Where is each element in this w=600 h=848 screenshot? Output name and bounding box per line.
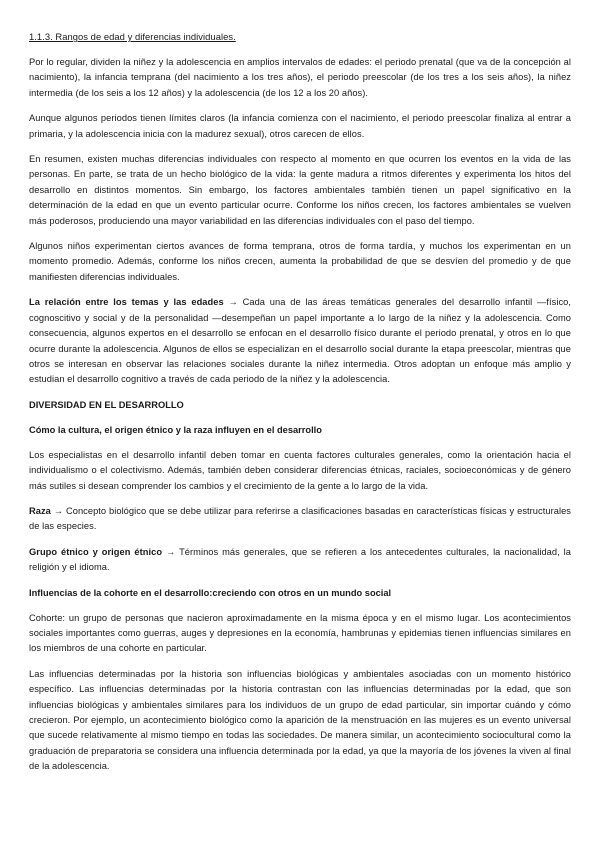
text-race: → Concepto biológico que se debe utilizar para referirse a clasificaciones basadas en características físicas y estructurales de las especies.	[29, 505, 571, 532]
paragraph-cohort: Cohorte: un grupo de personas que nacieron aproximadamente en la misma época y en el mismo lugar. Los acontecimientos sociales importantes como guerras, auges y depresiones en la economía, hambrunas y epidemias tienen influencias similares en los miembros de una cohorte en particular.	[29, 612, 571, 654]
heading-cohort: Influencias de la cohorte en el desarrollo:creciendo con otros en un mundo social	[29, 587, 392, 598]
paragraph-period-limits: Aunque algunos periodos tienen límites claros (la infancia comienza con el nacimiento, el periodo preescolar finaliza al entrar a primaria, y la adolescencia inicia con la madurez sexual), otros carecen de ellos.	[29, 113, 571, 139]
paragraph-ethnic-group	[29, 545, 571, 576]
heading-diversity: DIVERSIDAD EN EL DESARROLLO	[29, 399, 184, 410]
text-ethnic-group: → Términos más generales, que se refieren a los antecedentes culturales, la nacionalidad, la religión y el idioma.	[29, 546, 571, 573]
paragraph-age-ranges: Por lo regular, dividen la niñez y la adolescencia en amplios intervalos de edades: el periodo prenatal (que va de la concepción al nacimiento), la infancia temprana (del nacimiento a los tres años), el periodo preescolar (de los tres a los seis años), la niñez intermedia (de los seis a los 12 años) y la adolescencia (de los 12 a los 20 años).	[29, 57, 571, 98]
paragraph-race	[29, 504, 571, 535]
term-race: Raza	[29, 505, 51, 516]
paragraph-individual-differences: En resumen, existen muchas diferencias individuales con respecto al momento en que ocurren los eventos en la vida de las personas. En parte, se trata de un hecho biológico de la vida: la gente madura a ritmos diferentes y experimenta los hitos del desarrollo en distintos momentos. Sin embargo, los factores ambientales también tienen un papel significativo en la determinación de la edad en que un evento particular ocurre. Conforme los niños crecen, los factores ambientales se vuelven más poderosos, produciendo una mayor variabilidad en las diferencias individuales con el paso del tiempo.	[29, 154, 571, 226]
text-topics-ages: Cada una de las áreas temáticas generales del desarrollo infantil —físico, cognoscitivo y social y de la personalidad —desempeñan un papel importante a lo largo de la niñez y la adolescencia. Como consecuencia, algunos expertos en el desarrollo se enfocan en el desarrollo físico durante el periodo prenatal, y otros en lo que ocurre durante la adolescencia. Algunos de ellos se especializan en el desarrollo social durante la etapa preescolar, mientras que otros se interesan en observar las relaciones sociales durante la niñez intermedia. Otros adoptan un enfoque más amplio y estudian el desarrollo cognitivo a través de cada periodo de la niñez y la adolescencia.	[29, 297, 571, 385]
paragraph-topics-ages	[29, 295, 571, 387]
section-title: 1.1.3. Rangos de edad y diferencias individuales.	[29, 31, 236, 42]
term-topics-ages: La relación entre los temas y las edades →	[29, 297, 238, 308]
paragraph-timing-variation: Algunos niños experimentan ciertos avances de forma temprana, otros de forma tardía, y muchos los experimentan en un momento promedio. Además, conforme los niños crecen, aumenta la probabilidad de que se desvíen del promedio y de que manifiesten diferencias individuales.	[29, 241, 571, 282]
heading-culture: Cómo la cultura, el origen étnico y la raza influyen en el desarrollo	[29, 424, 322, 435]
paragraph-history-influences: Las influencias determinadas por la historia son influencias biológicas y ambientales asociadas con un momento histórico específico. Las influencias determinadas por la historia contrastan con las influencias determinadas por la edad, que son influencias biológicas y ambientales similares para los individuos de un grupo de edad particular, sin importar cuándo y cómo crecieron. Por ejemplo, un acontecimiento biológico como la aparición de la menstruación en las mujeres es un evento universal que sucede relativamente al mismo tiempo en todas las sociedades. De manera similar, un acontecimiento sociocultural como la graduación de preparatoria se considera una influencia determinada por la edad, ya que la mayoría de los jóvenes la viven al final de la adolescencia.	[29, 668, 571, 772]
term-ethnic-group: Grupo étnico y origen étnico	[29, 546, 163, 557]
paragraph-cultural-factors: Los especialistas en el desarrollo infantil deben tomar en cuenta factores culturales generales, como la orientación hacia el individualismo o el colectivismo. Además, también deben considerar diferencias étnicas, raciales, socioeconómicas y de género más sutiles si desean comprender los cambios y el crecimiento de la gente a lo largo de la vida.	[29, 449, 571, 491]
